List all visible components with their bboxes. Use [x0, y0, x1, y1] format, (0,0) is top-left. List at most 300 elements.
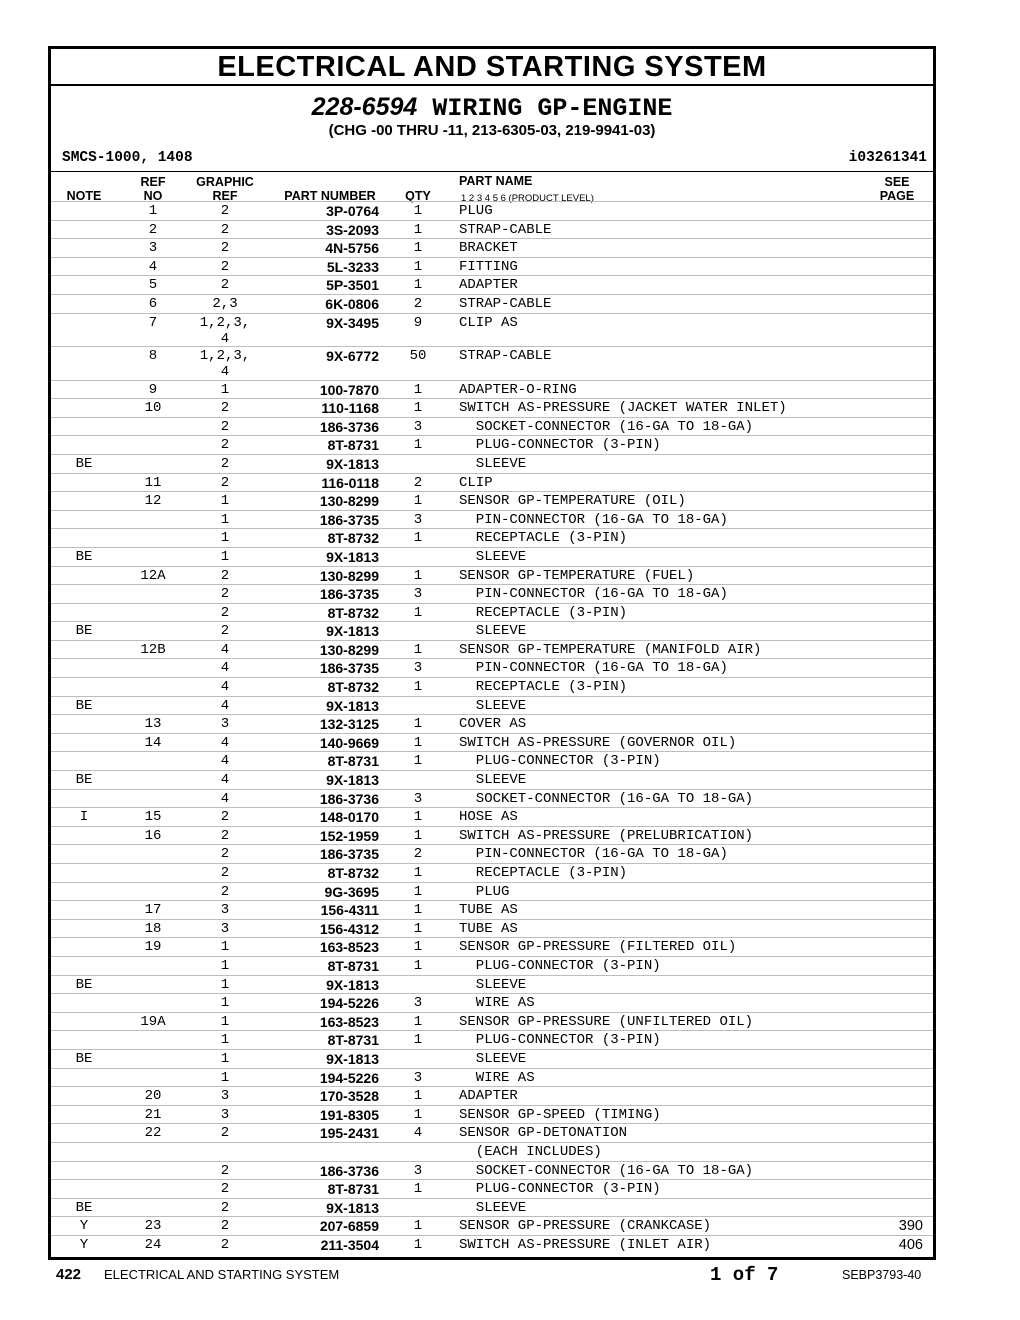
- qty-cell: 1: [413, 400, 423, 417]
- table-row: [51, 380, 933, 399]
- part-name-cell: SLEEVE: [459, 697, 527, 714]
- graphic-ref-cell: 2: [220, 203, 230, 219]
- part-name-cell: PLUG-CONNECTOR (3-PIN): [459, 1181, 661, 1198]
- part-number-cell: 170-3528: [319, 1088, 379, 1105]
- part-number-cell: 8T-8732: [327, 679, 379, 696]
- table-row: [51, 1161, 933, 1180]
- ref-no-cell: 7: [148, 314, 158, 331]
- part-number-cell: 130-8299: [319, 641, 379, 658]
- note-cell: BE: [75, 1050, 93, 1067]
- qty-cell: 3: [413, 660, 423, 677]
- qty-cell: 1: [413, 734, 423, 751]
- ref-no-cell: 16: [144, 827, 162, 844]
- qty-cell: 3: [413, 1069, 423, 1086]
- note-cell: BE: [75, 455, 93, 472]
- table-row: [51, 1123, 933, 1142]
- part-name-cell: TUBE AS: [459, 902, 518, 919]
- qty-cell: 1: [413, 258, 423, 275]
- part-name-cell: SOCKET-CONNECTOR (16-GA TO 18-GA): [459, 790, 754, 807]
- note-cell: BE: [75, 1199, 93, 1216]
- qty-cell: 1: [413, 809, 423, 826]
- graphic-ref-cell: 2: [220, 883, 230, 900]
- table-row: [51, 220, 933, 239]
- part-number-cell: 156-4312: [319, 920, 379, 937]
- table-row: [51, 975, 933, 994]
- table-row: [51, 1049, 933, 1068]
- note-cell: BE: [75, 623, 93, 640]
- graphic-ref-cell: 2: [220, 865, 230, 881]
- table-row: [51, 714, 933, 733]
- part-number-cell: 9X-1813: [326, 1199, 379, 1216]
- part-name-cell: ADAPTER: [459, 1088, 518, 1105]
- part-number-cell: 8T-8731: [327, 753, 379, 770]
- part-name-cell: ADAPTER: [459, 277, 518, 294]
- footer-page-number: 422: [56, 1266, 82, 1283]
- qty-cell: 1: [413, 753, 423, 770]
- table-row: [51, 956, 933, 975]
- part-number-cell: 186-3736: [319, 418, 379, 435]
- graphic-ref-cell: 4: [220, 753, 230, 770]
- part-number-cell: 194-5226: [319, 995, 379, 1012]
- footer-page-of: 1 of 7: [710, 1264, 779, 1286]
- graphic-ref-cell: 1,2,3, 4: [199, 314, 251, 347]
- graphic-ref-cell: 1: [220, 1032, 230, 1049]
- table-row: [51, 398, 933, 417]
- ref-no-cell: 9: [148, 381, 158, 398]
- qty-cell: 1: [413, 277, 423, 294]
- part-number-cell: 110-1168: [321, 400, 379, 417]
- table-row: [51, 640, 933, 659]
- part-name-cell: PLUG: [459, 883, 510, 900]
- col-header-note: NOTE: [66, 189, 102, 203]
- part-number-cell: 3S-2093: [326, 221, 379, 238]
- part-name-cell: WIRE AS: [459, 1069, 535, 1086]
- graphic-ref-cell: 3: [220, 1088, 230, 1105]
- qty-cell: 1: [413, 865, 423, 881]
- part-number-cell: 9X-1813: [326, 623, 379, 640]
- table-row: [51, 826, 933, 845]
- part-name-cell: SLEEVE: [459, 548, 527, 565]
- part-name-cell: PLUG-CONNECTOR (3-PIN): [459, 437, 661, 454]
- ref-no-cell: 24: [144, 1236, 162, 1253]
- graphic-ref-cell: 2: [220, 1162, 230, 1179]
- ref-no-cell: 11: [144, 474, 162, 491]
- part-number-cell: 8T-8731: [327, 957, 379, 974]
- graphic-ref-cell: 1: [220, 939, 230, 956]
- qty-cell: 1: [413, 679, 423, 696]
- part-name-cell: RECEPTACLE (3-PIN): [459, 604, 628, 621]
- graphic-ref-cell: 1: [220, 381, 230, 398]
- table-row: [51, 1235, 933, 1254]
- qty-cell: 1: [413, 567, 423, 584]
- table-row: [51, 882, 933, 901]
- part-name-cell: STRAP-CABLE: [459, 295, 552, 312]
- graphic-ref-cell: 2: [220, 1181, 230, 1198]
- col-header-graphic-2: REF: [212, 189, 238, 203]
- graphic-ref-cell: 2,3: [212, 295, 238, 312]
- qty-cell: 1: [413, 957, 423, 974]
- part-number-cell: 163-8523: [319, 939, 379, 956]
- qty-cell: 1: [413, 240, 423, 257]
- part-number-cell: 8T-8731: [327, 1032, 379, 1049]
- ref-no-cell: 12: [144, 493, 162, 510]
- table-row: [51, 313, 933, 347]
- graphic-ref-cell: 1: [220, 1050, 230, 1067]
- part-name-cell: SWITCH AS-PRESSURE (INLET AIR): [459, 1236, 712, 1253]
- table-row: [51, 547, 933, 566]
- part-number-cell: 8T-8732: [327, 865, 379, 881]
- graphic-ref-cell: 4: [220, 734, 230, 751]
- part-name-cell: PLUG: [459, 203, 493, 219]
- part-number-cell: 116-0118: [321, 474, 379, 491]
- part-name-cell: SENSOR GP-TEMPERATURE (FUEL): [459, 567, 695, 584]
- part-number-cell: 3P-0764: [326, 203, 379, 219]
- see-page-cell: 406: [898, 1236, 923, 1253]
- part-name-cell: SENSOR GP-DETONATION: [459, 1125, 628, 1142]
- smcs-codes: SMCS-1000, 1408: [62, 150, 193, 166]
- part-name-cell: SLEEVE: [459, 1050, 527, 1067]
- parts-table-body: [51, 201, 933, 1253]
- ref-no-cell: 10: [144, 400, 162, 417]
- table-row: [51, 807, 933, 826]
- graphic-ref-cell: 1: [220, 995, 230, 1012]
- col-header-part-name: PART NAME: [459, 174, 533, 188]
- graphic-ref-cell: 2: [220, 1125, 230, 1142]
- graphic-ref-cell: 1: [220, 976, 230, 993]
- qty-cell: 1: [413, 883, 423, 900]
- graphic-ref-cell: 1,2,3, 4: [199, 348, 251, 381]
- part-number-cell: 130-8299: [319, 493, 379, 510]
- ref-no-cell: 15: [144, 809, 162, 826]
- qty-cell: 3: [413, 511, 423, 528]
- table-row: [51, 417, 933, 436]
- graphic-ref-cell: 3: [220, 920, 230, 937]
- part-name-cell: SWITCH AS-PRESSURE (JACKET WATER INLET): [459, 400, 787, 417]
- qty-cell: 1: [413, 827, 423, 844]
- part-name-cell: SOCKET-CONNECTOR (16-GA TO 18-GA): [459, 418, 754, 435]
- part-name-cell: ADAPTER-O-RING: [459, 381, 577, 398]
- qty-cell: 1: [413, 1013, 423, 1030]
- col-header-see-2: PAGE: [879, 189, 915, 203]
- part-name-cell: RECEPTACLE (3-PIN): [459, 865, 628, 881]
- table-row: [51, 257, 933, 276]
- graphic-ref-cell: 4: [220, 790, 230, 807]
- part-number-cell: 8T-8732: [327, 530, 379, 547]
- part-number-cell: 163-8523: [319, 1013, 379, 1030]
- qty-cell: 1: [413, 530, 423, 547]
- qty-cell: 1: [413, 920, 423, 937]
- ref-no-cell: 1: [148, 203, 158, 219]
- ref-no-cell: 12B: [140, 641, 166, 658]
- graphic-ref-cell: 2: [220, 455, 230, 472]
- part-number-cell: 9G-3695: [324, 883, 379, 900]
- graphic-ref-cell: 1: [220, 548, 230, 565]
- qty-cell: 3: [413, 790, 423, 807]
- ref-no-cell: 18: [144, 920, 162, 937]
- table-row: [51, 454, 933, 473]
- qty-cell: 1: [413, 1106, 423, 1123]
- group-title: [51, 93, 933, 123]
- note-cell: BE: [75, 976, 93, 993]
- part-number-cell: 8T-8731: [327, 1181, 379, 1198]
- part-name-cell: TUBE AS: [459, 920, 518, 937]
- part-number-cell: 5P-3501: [326, 277, 379, 294]
- ref-no-cell: 13: [144, 716, 162, 733]
- graphic-ref-cell: 3: [220, 1106, 230, 1123]
- graphic-ref-cell: 1: [220, 493, 230, 510]
- part-number-cell: 148-0170: [319, 809, 379, 826]
- see-page-cell: 390: [898, 1218, 923, 1235]
- col-header-qty: QTY: [405, 189, 431, 203]
- part-number-cell: 9X-1813: [326, 455, 379, 472]
- part-number-cell: 130-8299: [319, 567, 379, 584]
- graphic-ref-cell: 2: [220, 400, 230, 417]
- table-row: [51, 677, 933, 696]
- qty-cell: 1: [413, 437, 423, 454]
- graphic-ref-cell: 2: [220, 277, 230, 294]
- part-number-cell: 9X-1813: [326, 772, 379, 789]
- ref-no-cell: 6: [148, 295, 158, 312]
- part-name-cell: SWITCH AS-PRESSURE (PRELUBRICATION): [459, 827, 754, 844]
- table-row: [51, 346, 933, 380]
- part-name-cell: SENSOR GP-PRESSURE (CRANKCASE): [459, 1218, 712, 1235]
- part-name-cell: PIN-CONNECTOR (16-GA TO 18-GA): [459, 846, 728, 863]
- note-cell: BE: [75, 548, 93, 565]
- qty-cell: 1: [413, 716, 423, 733]
- part-name-cell: PLUG-CONNECTOR (3-PIN): [459, 1032, 661, 1049]
- part-number-cell: 211-3504: [320, 1236, 379, 1253]
- graphic-ref-cell: 2: [220, 623, 230, 640]
- note-cell: Y: [79, 1218, 89, 1235]
- graphic-ref-cell: 1: [220, 530, 230, 547]
- graphic-ref-cell: 2: [220, 258, 230, 275]
- part-number-cell: 186-3735: [319, 660, 379, 677]
- graphic-ref-cell: 2: [220, 1218, 230, 1235]
- part-number-cell: 186-3735: [319, 846, 379, 863]
- qty-cell: 50: [409, 348, 427, 365]
- part-number-cell: 9X-1813: [326, 548, 379, 565]
- part-name-cell: PIN-CONNECTOR (16-GA TO 18-GA): [459, 660, 728, 677]
- graphic-ref-cell: 2: [220, 567, 230, 584]
- ref-no-cell: 21: [144, 1106, 162, 1123]
- ref-no-cell: 22: [144, 1125, 162, 1142]
- table-row: [51, 1198, 933, 1217]
- change-note: (CHG -00 THRU -11, 213-6305-03, 219-9941-03): [328, 122, 656, 139]
- qty-cell: 3: [413, 418, 423, 435]
- qty-cell: 1: [413, 1218, 423, 1235]
- part-name-cell: STRAP-CABLE: [459, 221, 552, 238]
- table-row: [51, 491, 933, 510]
- graphic-ref-cell: 4: [220, 697, 230, 714]
- graphic-ref-cell: 1: [220, 1069, 230, 1086]
- graphic-ref-cell: 2: [220, 604, 230, 621]
- group-name: WIRING GP-ENGINE: [432, 94, 673, 123]
- table-row: [51, 1179, 933, 1198]
- table-row: [51, 510, 933, 529]
- part-number-cell: 5L-3233: [326, 258, 379, 275]
- part-number-cell: 9X-1813: [326, 1050, 379, 1067]
- part-number-cell: 191-8305: [319, 1106, 379, 1123]
- qty-cell: 1: [413, 939, 423, 956]
- table-row: [51, 1068, 933, 1087]
- part-name-cell: WIRE AS: [459, 995, 535, 1012]
- table-row: [51, 919, 933, 938]
- graphic-ref-cell: 4: [220, 772, 230, 789]
- part-name-cell: PLUG-CONNECTOR (3-PIN): [459, 957, 661, 974]
- table-row: [51, 584, 933, 603]
- graphic-ref-cell: 1: [220, 957, 230, 974]
- qty-cell: 3: [413, 586, 423, 603]
- table-row: [51, 863, 933, 882]
- part-name-cell: SENSOR GP-TEMPERATURE (MANIFOLD AIR): [459, 641, 762, 658]
- graphic-ref-cell: 3: [220, 716, 230, 733]
- table-row: [51, 770, 933, 789]
- part-number-cell: 186-3736: [319, 790, 379, 807]
- table-row: [51, 696, 933, 715]
- ref-no-cell: 4: [148, 258, 158, 275]
- graphic-ref-cell: 1: [220, 1013, 230, 1030]
- part-name-cell: BRACKET: [459, 240, 518, 257]
- table-row: [51, 435, 933, 454]
- table-row: [51, 658, 933, 677]
- qty-cell: 1: [413, 641, 423, 658]
- note-cell: BE: [75, 772, 93, 789]
- col-header-part-number: PART NUMBER: [284, 189, 376, 203]
- table-row: [51, 733, 933, 752]
- part-name-cell: SENSOR GP-TEMPERATURE (OIL): [459, 493, 686, 510]
- part-name-cell: SENSOR GP-PRESSURE (UNFILTERED OIL): [459, 1013, 754, 1030]
- ref-no-cell: 20: [144, 1088, 162, 1105]
- ref-no-cell: 12A: [140, 567, 166, 584]
- graphic-ref-cell: 2: [220, 1236, 230, 1253]
- table-row: [51, 566, 933, 585]
- graphic-ref-cell: 2: [220, 474, 230, 491]
- graphic-ref-cell: 2: [220, 221, 230, 238]
- part-name-cell: CLIP: [459, 474, 493, 491]
- part-number-cell: 9X-3495: [326, 314, 379, 331]
- part-number-cell: 8T-8732: [327, 604, 379, 621]
- qty-cell: 9: [413, 314, 423, 331]
- qty-cell: 1: [413, 1088, 423, 1105]
- part-number-cell: 132-3125: [319, 716, 379, 733]
- part-name-cell: RECEPTACLE (3-PIN): [459, 530, 628, 547]
- group-part-number: 228-6594: [311, 93, 418, 121]
- qty-cell: 1: [413, 203, 423, 219]
- part-number-cell: 6K-0806: [325, 295, 379, 312]
- graphic-ref-cell: 4: [220, 679, 230, 696]
- table-row: [51, 1012, 933, 1031]
- ref-no-cell: 2: [148, 221, 158, 238]
- table-row: [51, 528, 933, 547]
- part-name-cell: SLEEVE: [459, 455, 527, 472]
- part-name-cell: SENSOR GP-PRESSURE (FILTERED OIL): [459, 939, 737, 956]
- part-name-cell: SLEEVE: [459, 976, 527, 993]
- col-header-graphic-1: GRAPHIC: [196, 175, 254, 189]
- part-name-cell: COVER AS: [459, 716, 527, 733]
- ref-no-cell: 14: [144, 734, 162, 751]
- graphic-ref-cell: 1: [220, 511, 230, 528]
- table-row: [51, 937, 933, 956]
- table-row: [51, 1142, 933, 1161]
- part-number-cell: 186-3736: [319, 1162, 379, 1179]
- table-row: [51, 844, 933, 863]
- part-name-cell: SLEEVE: [459, 772, 527, 789]
- part-number-cell: 9X-1813: [326, 976, 379, 993]
- col-header-product-levels: 1 2 3 4 5 6 (PRODUCT LEVEL): [461, 193, 594, 204]
- part-number-cell: 9X-6772: [326, 348, 379, 365]
- table-row: [51, 900, 933, 919]
- graphic-ref-cell: 2: [220, 418, 230, 435]
- graphic-ref-cell: 2: [220, 240, 230, 257]
- qty-cell: 2: [413, 295, 423, 312]
- ref-no-cell: 8: [148, 348, 158, 365]
- graphic-ref-cell: 2: [220, 586, 230, 603]
- qty-cell: 1: [413, 381, 423, 398]
- part-name-cell: SLEEVE: [459, 623, 527, 640]
- graphic-ref-cell: 2: [220, 846, 230, 863]
- note-cell: I: [79, 809, 89, 826]
- qty-cell: 1: [413, 221, 423, 238]
- document-id: i03261341: [848, 150, 927, 166]
- table-row: [51, 751, 933, 770]
- ref-no-cell: 17: [144, 902, 162, 919]
- part-number-cell: 9X-1813: [326, 697, 379, 714]
- ref-no-cell: 23: [144, 1218, 162, 1235]
- part-name-cell: SOCKET-CONNECTOR (16-GA TO 18-GA): [459, 1162, 754, 1179]
- part-number-cell: 4N-5756: [325, 240, 379, 257]
- part-number-cell: 195-2431: [319, 1125, 379, 1142]
- graphic-ref-cell: 2: [220, 827, 230, 844]
- qty-cell: 2: [413, 474, 423, 491]
- qty-cell: 1: [413, 604, 423, 621]
- ref-no-cell: 3: [148, 240, 158, 257]
- table-row: [51, 993, 933, 1012]
- table-row: [51, 201, 933, 220]
- ref-no-cell: 5: [148, 277, 158, 294]
- col-header-see-1: SEE: [884, 175, 910, 189]
- part-name-cell: PLUG-CONNECTOR (3-PIN): [459, 753, 661, 770]
- table-row: [51, 238, 933, 257]
- part-name-cell: FITTING: [459, 258, 518, 275]
- part-name-cell: PIN-CONNECTOR (16-GA TO 18-GA): [459, 511, 728, 528]
- qty-cell: 1: [413, 1181, 423, 1198]
- part-number-cell: 152-1959: [319, 827, 379, 844]
- qty-cell: 1: [413, 1032, 423, 1049]
- qty-cell: 4: [413, 1125, 423, 1142]
- header-divider: [51, 171, 933, 172]
- part-name-cell: RECEPTACLE (3-PIN): [459, 679, 628, 696]
- part-name-cell: (EACH INCLUDES): [459, 1143, 602, 1160]
- ref-no-cell: 19A: [140, 1013, 166, 1030]
- table-row: [51, 473, 933, 492]
- part-name-cell: SENSOR GP-SPEED (TIMING): [459, 1106, 661, 1123]
- parts-list-frame: [48, 46, 936, 1260]
- part-number-cell: 156-4311: [320, 902, 379, 919]
- part-name-cell: PIN-CONNECTOR (16-GA TO 18-GA): [459, 586, 728, 603]
- qty-cell: 1: [413, 493, 423, 510]
- qty-cell: 3: [413, 1162, 423, 1179]
- graphic-ref-cell: 2: [220, 1199, 230, 1216]
- footer-doc-number: SEBP3793-40: [842, 1268, 922, 1282]
- title-divider: [51, 84, 933, 86]
- part-name-cell: STRAP-CABLE: [459, 348, 552, 365]
- table-row: [51, 1216, 933, 1235]
- col-header-ref-2: NO: [143, 189, 163, 203]
- table-row: [51, 294, 933, 313]
- table-row: [51, 603, 933, 622]
- graphic-ref-cell: 2: [220, 437, 230, 454]
- table-row: [51, 1105, 933, 1124]
